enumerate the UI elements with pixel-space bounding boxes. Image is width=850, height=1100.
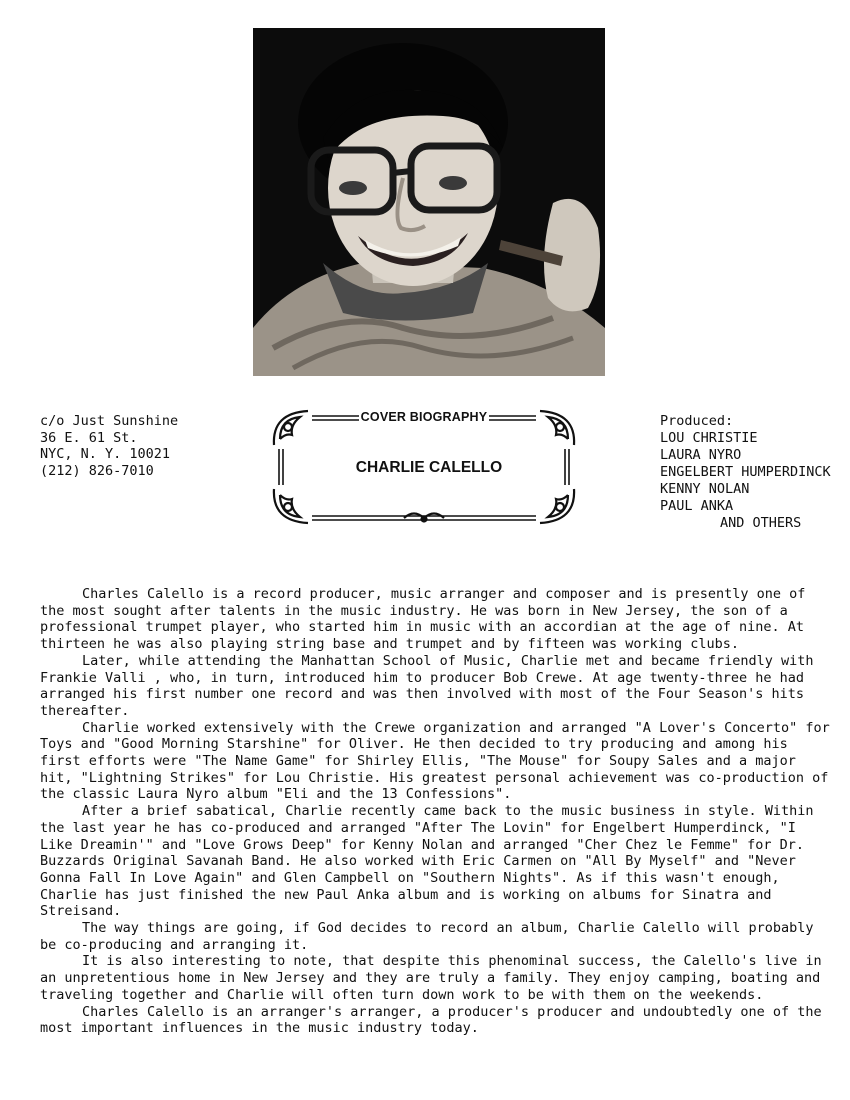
biography-paragraph: After a brief sabatical, Charlie recently came back to the music business in style. Within the last year he has co-produced and arranged "After The Lovin" for Engelbert Humperdinck, "I Like Dreamin'" and "Love Grows Deep" for Kenny Nolan and arranged "Cher Chez le Femme" for Dr. Buzzards Original Savanah Band. He also worked with Eric Carmen on "All By Myself" and "Never Gonna Fall In Love Again" and Glen Campbell on "Southern Nights". As if this wasn't enough, Charlie has just finished the new Paul Anka album and is working on albums for Sinatra and Streisand. [40, 803, 814, 920]
credit-item: PAUL ANKA [660, 498, 734, 514]
phone-number: (212) 826-7010 [40, 462, 154, 479]
cover-biography-frame [268, 405, 580, 527]
biography-paragraph: Charles Calello is an arranger's arranger, a producer's producer and undoubtedly one of the most important influences in the music industry today. [40, 1003, 822, 1037]
biography-paragraph: The way things are going, if God decides to record an album, Charlie Calello will probably be co-producing and arranging it. [40, 920, 814, 953]
credit-item: ENGELBERT HUMPERDINCK [660, 464, 831, 480]
biography-paragraph: Charles Calello is a record producer, music arranger and composer and is presently one of the most sought after talents in the music industry. He was born in New Jersey, the son of a professional trumpet player, who started him in music with an accordian at the age of nine. At thirteen he was also playing string base and trumpet and by fifteen was working clubs. [40, 586, 806, 653]
address-line: c/o Just Sunshine [40, 413, 179, 429]
credit-item: LAURA NYRO [660, 447, 742, 463]
address-line: NYC, N. Y. 10021 [40, 446, 171, 462]
address-line: 36 E. 61 St. [40, 429, 138, 446]
cover-biography-heading: COVER BIOGRAPHY [360, 410, 488, 424]
biography-paragraph: Later, while attending the Manhattan School of Music, Charlie met and became friendly with Frankie Valli , who, in turn, introduced him to producer Bob Crewe. At age twenty-three he had arranged his first number one record and was then involved with most of the Four Season's hits thereafter. [40, 652, 814, 719]
contact-address [40, 413, 178, 479]
biography-paragraph: It is also interesting to note, that despite this phenominal success, the Calello's live in an unpretentious home in New Jersey and they are truly a family. They enjoy camping, boating and traveling together and Charlie will often turn down work to be with them on the weekends. [40, 953, 822, 1003]
biography-paragraph: Charlie worked extensively with the Crewe organization and arranged "A Lover's Concerto" for Toys and "Good Morning Starshine" for Oliver. He then decided to try producing and among his first efforts were "The Name Game" for Shirley Ellis, "The Mouse" for Soupy Sales and a major hit, "Lightning Strikes" for Lou Christie. His greatest personal achievement was co-production of the classic Laura Nyro album "Eli and the 13 Confessions". [40, 719, 830, 803]
credit-item: KENNY NOLAN [660, 481, 750, 497]
portrait-photo [253, 28, 605, 376]
credit-others: AND OTHERS [720, 515, 802, 531]
production-credits [660, 413, 831, 532]
credit-item: LOU CHRISTIE [660, 430, 758, 446]
subject-name: CHARLIE CALELLO [355, 459, 503, 476]
biography-text [40, 586, 830, 1037]
credits-title: Produced: [660, 413, 734, 429]
